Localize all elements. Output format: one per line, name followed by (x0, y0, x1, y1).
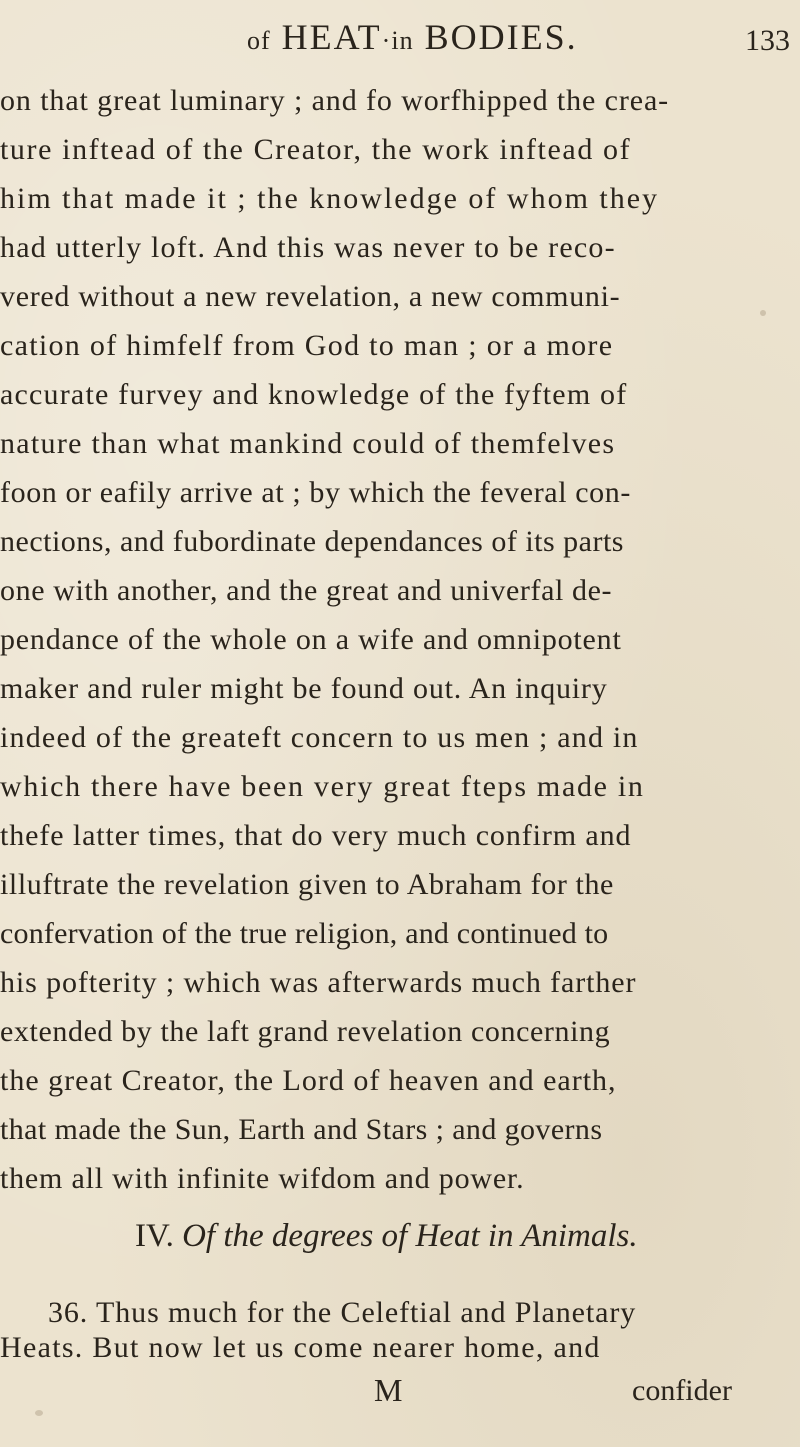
text-line: indeed of the greateft concern to us men ; and in (0, 721, 639, 754)
running-head-prefix: of (247, 26, 271, 55)
page-header (0, 16, 800, 66)
signature-mark: M (374, 1372, 403, 1408)
text-line: pendance of the whole on a wife and omnipotent (0, 623, 622, 656)
text-line: cation of himfelf from God to man ; or a more (0, 329, 614, 362)
text-line: the great Creator, the Lord of heaven and earth, (0, 1064, 617, 1097)
catchword: confider (632, 1374, 732, 1407)
text-line: confervation of the true religion, and continued to (0, 917, 609, 950)
text-line: nections, and fubordinate dependances of its parts (0, 525, 624, 558)
text-line: foon or eafily arrive at ; by which the feveral con- (0, 476, 631, 509)
paragraph-36-line-1: 36. Thus much for the Celeftial and Planetary (48, 1296, 637, 1329)
text-line: on that great luminary ; and fo worfhipped the crea- (0, 84, 670, 117)
running-head: of HEAT·in BODIES. (247, 17, 578, 57)
paper-spot (35, 1410, 43, 1416)
text-line: thefe latter times, that do very much confirm and (0, 819, 632, 852)
running-head-tail: BODIES. (424, 17, 578, 57)
text-line: extended by the laft grand revelation concerning (0, 1015, 611, 1048)
text-line: that made the Sun, Earth and Stars ; and governs (0, 1113, 603, 1146)
text-line: nature than what mankind could of themfelves (0, 427, 616, 460)
text-line: had utterly loft. And this was never to be reco- (0, 231, 616, 264)
text-line: maker and ruler might be found out. An inquiry (0, 672, 608, 705)
text-line: his pofterity ; which was afterwards much farther (0, 966, 637, 999)
running-head-main: HEAT (281, 17, 382, 57)
text-line: illuftrate the revelation given to Abraham for the (0, 868, 614, 901)
page-number: 133 (745, 24, 790, 57)
running-head-in: in (391, 26, 414, 55)
text-line: ture inftead of the Creator, the work inftead of (0, 133, 632, 166)
section-heading (135, 1218, 638, 1255)
text-line: them all with infinite wifdom and power. (0, 1162, 525, 1195)
section-title: Of the degrees of Heat in Animals. (182, 1218, 638, 1254)
paragraph-36-line-2: Heats. But now let us come nearer home, and (0, 1331, 601, 1364)
text-line: him that made it ; the knowledge of whom they (0, 182, 660, 215)
paper-spot (760, 310, 766, 316)
text-line: vered without a new revelation, a new communi- (0, 280, 621, 313)
section-numeral: IV. (135, 1218, 174, 1254)
text-line: which there have been very great fteps made in (0, 770, 645, 803)
text-line: one with another, and the great and univerfal de- (0, 574, 613, 607)
text-line: accurate furvey and knowledge of the fyftem of (0, 378, 628, 411)
